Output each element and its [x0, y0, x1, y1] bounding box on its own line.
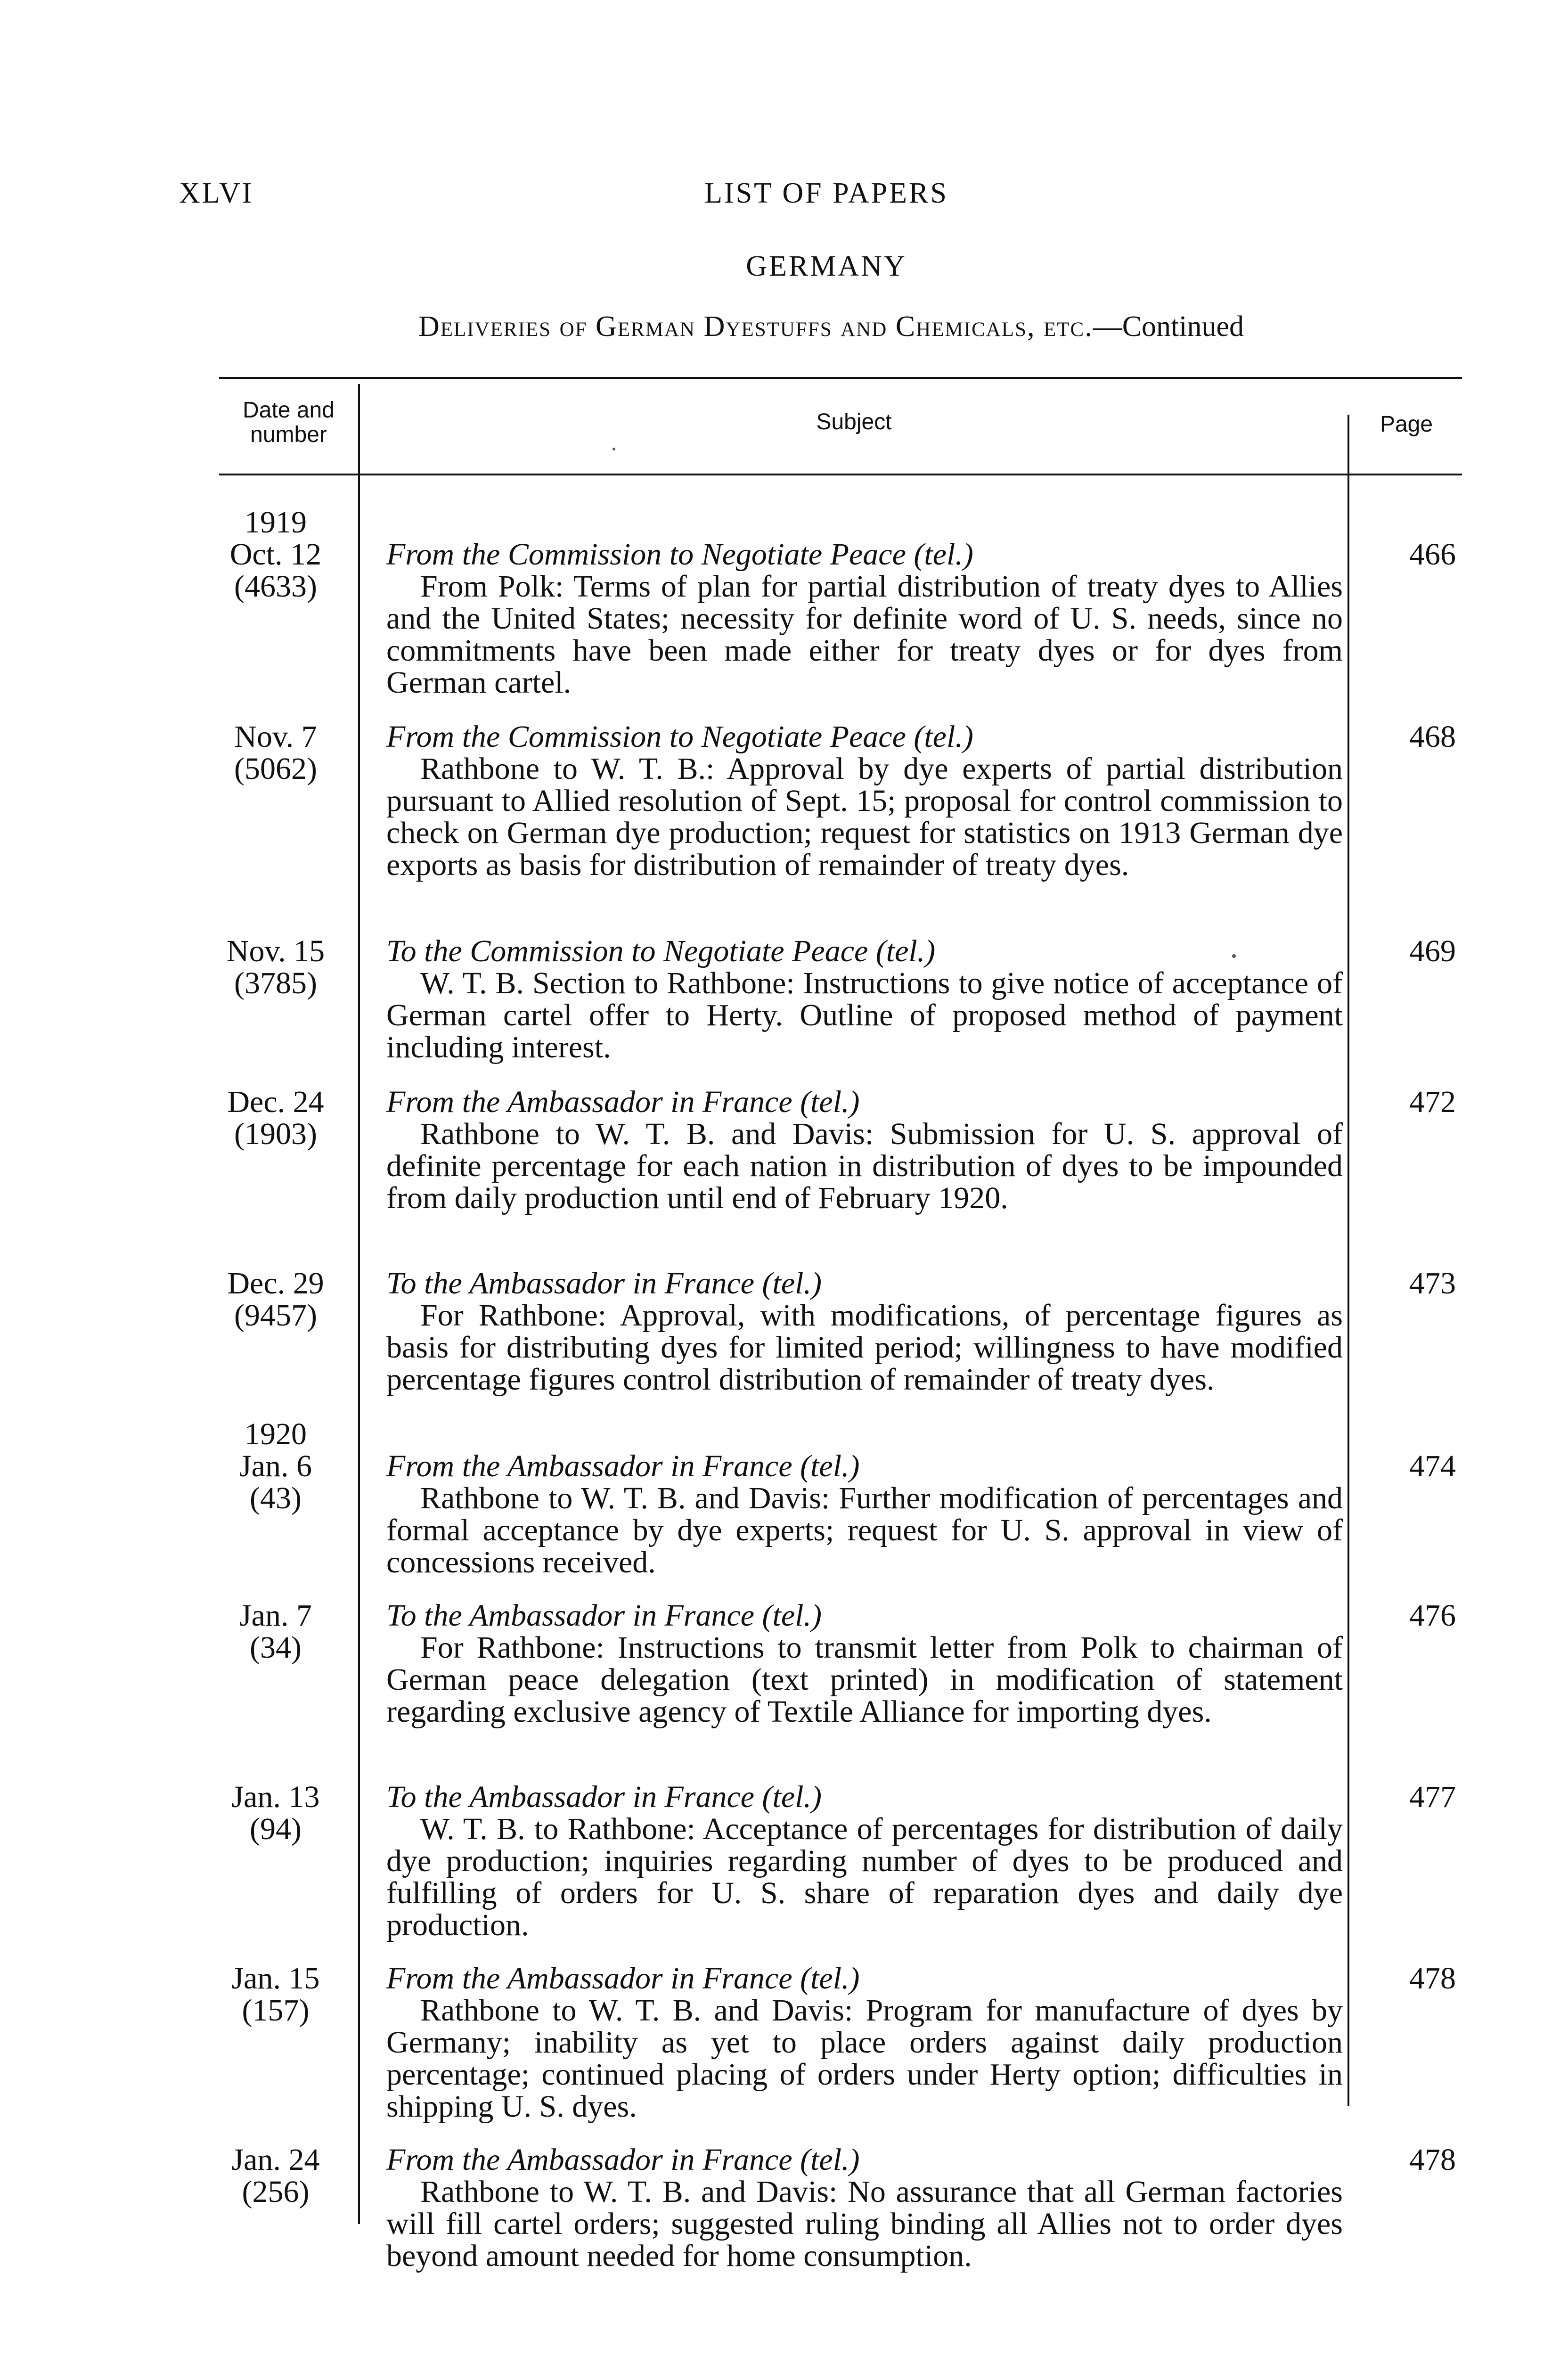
entry-page-number: 474	[1409, 1449, 1456, 1483]
table-header-bottom-rule	[219, 474, 1462, 475]
entry-number: (5062)	[234, 752, 317, 786]
column-divider-left	[358, 384, 360, 2224]
entry-description: Rathbone to W. T. B. and Davis: Submission for U. S. approval of definite percentage for each nation in distribution of dyes to be impounded from daily production until end of February 1920.	[386, 1117, 1343, 1215]
entry-subject-cell	[386, 1781, 1343, 1941]
entry-title: To the Ambassador in France (tel.)	[386, 1598, 822, 1633]
entry-subject-cell	[386, 935, 1343, 1063]
entry-year: 1919	[245, 505, 307, 540]
date-column-header	[221, 398, 356, 447]
page-number: XLVI	[179, 177, 254, 209]
entry-page-number: 472	[1409, 1085, 1456, 1119]
entry-date-cell	[207, 721, 344, 785]
table-top-rule	[219, 377, 1462, 379]
entry-number: (9457)	[234, 1298, 317, 1333]
entry-subject-cell	[386, 1268, 1343, 1396]
entry-title: From the Ambassador in France (tel.)	[386, 1085, 860, 1119]
entry-subject-cell	[386, 2144, 1343, 2272]
page-column-header: Page	[1380, 412, 1433, 437]
entry-date: Dec. 24	[227, 1085, 324, 1119]
entry-number: (34)	[250, 1630, 302, 1665]
entry-subject-cell	[386, 539, 1343, 699]
print-speck	[612, 448, 615, 450]
entry-subject-cell	[386, 1963, 1343, 2123]
entry-page-number: 473	[1409, 1266, 1456, 1301]
entry-title: From the Ambassador in France (tel.)	[386, 1449, 860, 1483]
entry-number: (256)	[242, 2175, 310, 2209]
entry-date: Nov. 7	[234, 720, 317, 754]
entry-description: Rathbone to W. T. B.: Approval by dye experts of partial distribution pursuant to Allied resolution of Sept. 15; proposal for control commission to check on German dye production; request for statistics on 1913 German dye exports as basis for distribution of remainder of treaty dyes.	[386, 752, 1343, 882]
section-title: Deliveries of German Dyestuffs and Chemicals, etc.	[418, 311, 1093, 343]
entry-description: W. T. B. Section to Rathbone: Instructions to give notice of acceptance of German cartel offer to Herty. Outline of proposed method of payment including interest.	[386, 966, 1343, 1064]
entry-date: Jan. 13	[231, 1780, 320, 1814]
entry-subject-cell	[386, 1450, 1343, 1579]
entry-number: (43)	[250, 1481, 302, 1515]
entry-date-cell	[207, 1963, 344, 2027]
entry-page-number: 466	[1409, 537, 1456, 572]
entry-date-cell	[207, 1600, 344, 1664]
entry-date-cell	[207, 1781, 344, 1845]
entry-title: To the Commission to Negotiate Peace (tel.)	[386, 934, 936, 968]
entry-subject-cell	[386, 1086, 1343, 1214]
entry-page-number: 468	[1409, 720, 1456, 754]
entry-date-cell	[207, 2144, 344, 2208]
entry-description: Rathbone to W. T. B. and Davis: Further modification of percentages and formal acceptance by dye experts; request for U. S. approval in view of concessions received.	[386, 1481, 1343, 1579]
entry-title: From the Ambassador in France (tel.)	[386, 1961, 860, 1996]
entry-number: (3785)	[234, 966, 317, 1000]
entry-date: Oct. 12	[229, 537, 322, 572]
section-heading	[0, 310, 1568, 344]
entry-description: Rathbone to W. T. B. and Davis: No assurance that all German factories will fill cartel orders; suggested ruling binding all Allies not to order dyes beyond amount needed for home consumption.	[386, 2175, 1343, 2273]
entry-number: (94)	[250, 1812, 302, 1846]
entry-date: Jan. 6	[239, 1449, 312, 1483]
entry-title: To the Ambassador in France (tel.)	[386, 1266, 822, 1301]
entry-description: W. T. B. to Rathbone: Acceptance of percentages for distribution of daily dye production; inquiries regarding number of dyes to be produced and fulfilling of orders for U. S. share of reparation dyes and daily dye production.	[386, 1812, 1343, 1942]
entry-page-number: 469	[1409, 934, 1456, 968]
entry-page-number: 476	[1409, 1598, 1456, 1633]
section-continued: —Continued	[1093, 311, 1244, 343]
entry-subject-cell	[386, 721, 1343, 881]
entry-page-number: 478	[1409, 2143, 1456, 2177]
entry-title: From the Commission to Negotiate Peace (tel.)	[386, 537, 973, 572]
entry-date-cell	[207, 1086, 344, 1150]
print-speck	[1232, 954, 1236, 958]
entry-date: Nov. 15	[226, 934, 325, 968]
entry-title: From the Commission to Negotiate Peace (tel.)	[386, 720, 973, 754]
entry-date-cell	[207, 935, 344, 999]
entry-date-cell	[207, 1268, 344, 1332]
entry-page-number: 477	[1409, 1780, 1456, 1814]
entry-description: For Rathbone: Instructions to transmit letter from Polk to chairman of German peace delegation (text printed) in modification of statement regarding exclusive agency of Textile Alliance for importing dyes.	[386, 1630, 1343, 1729]
entry-title: From the Ambassador in France (tel.)	[386, 2143, 860, 2177]
running-head	[0, 177, 1568, 210]
entry-number: (157)	[242, 1993, 310, 2028]
entry-date-cell	[207, 507, 344, 603]
entry-year: 1920	[245, 1417, 307, 1451]
column-divider-right	[1348, 415, 1349, 2106]
entry-date-cell	[207, 1418, 344, 1514]
date-header-line2: number	[250, 422, 327, 447]
entry-number: (1903)	[234, 1117, 317, 1151]
entry-number: (4633)	[234, 569, 317, 604]
entry-description: Rathbone to W. T. B. and Davis: Program for manufacture of dyes by Germany; inability as yet to place orders against daily production percentage; continued placing of orders under Herty option; difficulties in shipping U. S. dyes.	[386, 1993, 1343, 2124]
entry-page-number: 478	[1409, 1961, 1456, 1996]
entry-title: To the Ambassador in France (tel.)	[386, 1780, 822, 1814]
entry-date: Jan. 24	[231, 2143, 320, 2177]
entry-subject-cell	[386, 1600, 1343, 1728]
entry-date: Jan. 15	[231, 1961, 320, 1996]
subject-column-header: Subject	[816, 409, 892, 434]
entry-description: For Rathbone: Approval, with modifications, of percentage figures as basis for distributing dyes for limited period; willingness to have modified percentage figures control distribution of remainder of treaty dyes.	[386, 1298, 1343, 1397]
date-header-line1: Date and	[243, 398, 335, 423]
running-title: LIST OF PAPERS	[704, 177, 948, 209]
entry-description: From Polk: Terms of plan for partial distribution of treaty dyes to Allies and the United States; necessity for definite word of U. S. needs, since no commitments have been made either for treaty dyes or for dyes from German cartel.	[386, 569, 1343, 700]
entry-date: Jan. 7	[239, 1598, 312, 1633]
country-heading: GERMANY	[746, 250, 907, 282]
entry-date: Dec. 29	[227, 1266, 324, 1301]
